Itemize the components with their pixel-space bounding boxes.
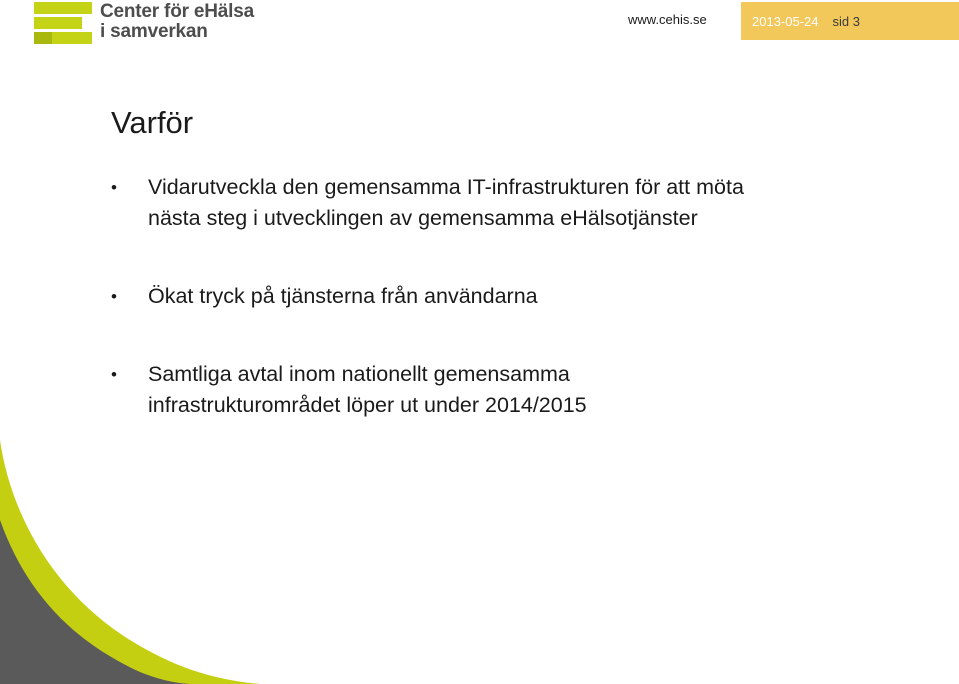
slide-page-number: sid 3 bbox=[832, 13, 860, 29]
bullet-text-line: nästa steg i utvecklingen av gemensamma eHälsotjänster bbox=[148, 206, 698, 230]
bullet-list bbox=[111, 172, 831, 421]
logo-text bbox=[100, 2, 254, 42]
slide-title: Varför bbox=[111, 105, 194, 140]
bullet-item bbox=[111, 281, 831, 312]
logo-line-2: i samverkan bbox=[100, 21, 208, 42]
bullet-dot-icon: • bbox=[111, 178, 117, 197]
bullet-dot-icon: • bbox=[111, 365, 117, 384]
bullet-dot-icon: • bbox=[111, 287, 117, 306]
decorative-wave bbox=[0, 440, 260, 684]
bullet-text-line: Vidarutveckla den gemensamma IT-infrastrukturen för att möta bbox=[148, 175, 744, 199]
logo-bars-icon bbox=[34, 2, 94, 44]
bullet-text-line: Samtliga avtal inom nationellt gemensamma bbox=[148, 362, 570, 386]
slide-date: 2013-05-24 bbox=[752, 13, 819, 29]
website-url[interactable]: www.cehis.se bbox=[628, 12, 707, 27]
bullet-item bbox=[111, 359, 831, 421]
bullet-text-line: Ökat tryck på tjänsterna från användarna bbox=[148, 284, 538, 308]
bullet-item bbox=[111, 172, 831, 234]
bullet-text-line: infrastrukturområdet löper ut under 2014/2015 bbox=[148, 393, 587, 417]
slide-meta-box bbox=[741, 2, 959, 40]
cehis-logo bbox=[34, 2, 254, 44]
logo-line-1: Center för eHälsa bbox=[100, 1, 254, 22]
